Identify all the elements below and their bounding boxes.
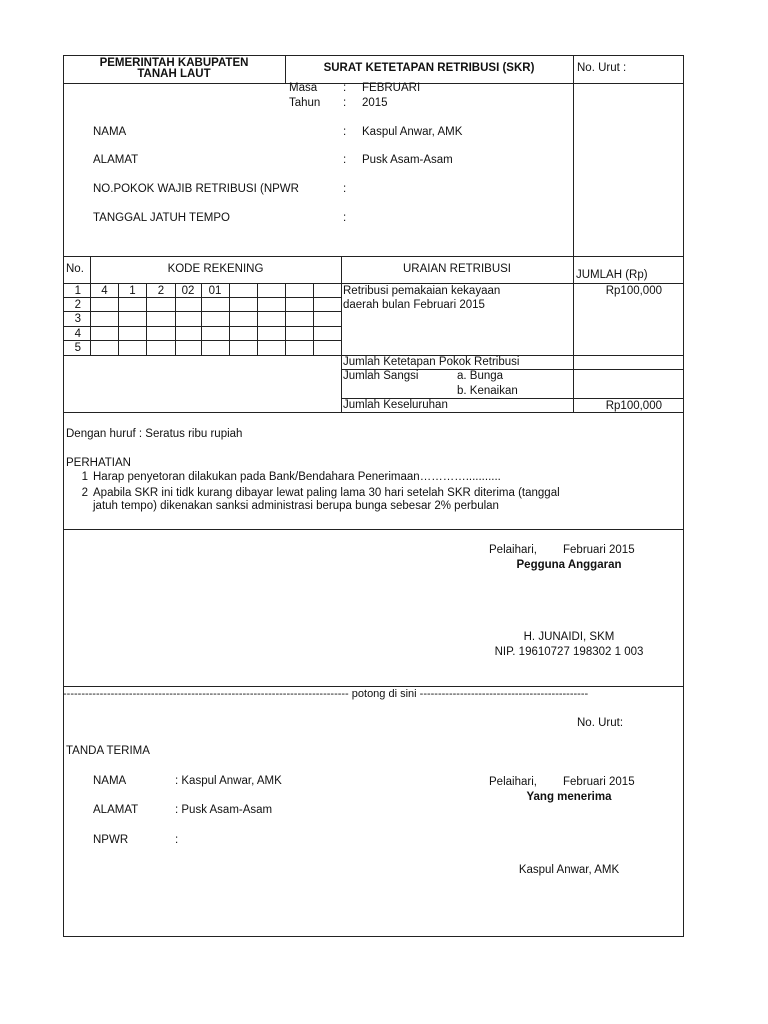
nama-colon: : [343, 126, 347, 138]
tahun-value: 2015 [362, 97, 388, 109]
uraian-line2: daerah bulan Februari 2015 [343, 299, 485, 311]
sangsi-label: Jumlah Sangsi [343, 370, 419, 382]
tahun-label: Tahun [289, 97, 321, 109]
signature-place: Pelaihari, [489, 544, 537, 556]
nama-value: Kaspul Anwar, AMK [362, 126, 463, 138]
note-item-2-line1: Apabila SKR ini tidk kurang dibayar lewat paling lama 30 hari setelah SKR diterima (tanggal [93, 487, 560, 499]
receipt-alamat-value: : Pusk Asam-Asam [175, 804, 273, 816]
receipt-nama-label: NAMA [93, 775, 127, 787]
signatory-nip: NIP. 19610727 198302 1 003 [494, 646, 644, 658]
alamat-colon: : [343, 154, 347, 166]
col-jumlah-header: JUMLAH (Rp) [576, 269, 648, 281]
npwr-label: NO.POKOK WAJIB RETRIBUSI (NPWR [93, 183, 299, 195]
masa-colon: : [343, 82, 347, 94]
row-number: 5 [74, 342, 81, 354]
kode-cell: 4 [101, 285, 108, 297]
table-top-line [63, 256, 684, 257]
perhatian-heading: PERHATIAN [66, 457, 131, 469]
receipt-title: TANDA TERIMA [66, 745, 150, 757]
amount-row1: Rp100,000 [605, 285, 662, 297]
kode-cell: 01 [208, 285, 222, 297]
alamat-label: ALAMAT [93, 154, 139, 166]
note-number: 2 [81, 487, 88, 499]
receipt-place: Pelaihari, [489, 776, 537, 788]
tempo-label: TANGGAL JATUH TEMPO [93, 212, 230, 224]
receipt-alamat-label: ALAMAT [93, 804, 139, 816]
total-label: Jumlah Keseluruhan [343, 399, 448, 411]
receipt-no-urut: No. Urut: [577, 717, 624, 729]
signature-bottom-line [63, 686, 684, 687]
masa-label: Masa [289, 82, 318, 94]
sangsi-kenaikan: b. Kenaikan [457, 385, 518, 397]
note-number: 1 [81, 471, 88, 483]
receipt-signer-name: Kaspul Anwar, AMK [518, 864, 620, 876]
tempo-colon: : [343, 212, 347, 224]
document-title: SURAT KETETAPAN RETRIBUSI (SKR) [323, 62, 535, 74]
table-bottom-line [63, 412, 684, 413]
sangsi-bunga: a. Bunga [457, 370, 504, 382]
right-column-divider [573, 55, 574, 412]
col-no-header: No. [66, 263, 84, 275]
row-number: 4 [74, 328, 81, 340]
kode-cell: 2 [157, 285, 165, 297]
row-number: 2 [74, 299, 81, 311]
nama-label: NAMA [93, 126, 127, 138]
total-amount: Rp100,000 [605, 400, 662, 412]
kode-cell: 1 [129, 285, 136, 297]
receipt-role: Yang menerima [526, 791, 612, 803]
kode-cell: 02 [181, 285, 195, 297]
row-number: 1 [74, 285, 81, 297]
col-uraian-header: URAIAN RETRIBUSI [403, 263, 511, 275]
tahun-colon: : [343, 97, 347, 109]
masa-value: FEBRUARI [362, 82, 421, 94]
note-item-1: Harap penyetoran dilakukan pada Bank/Bendahara Penerimaan…………........... [93, 471, 501, 483]
org-name-line1: PEMERINTAH KABUPATEN [99, 57, 249, 69]
uraian-line1: Retribusi pemakaian kekayaan [343, 285, 501, 297]
receipt-date: Februari 2015 [563, 776, 635, 788]
alamat-value: Pusk Asam-Asam [362, 154, 453, 166]
amount-in-words: Dengan huruf : Seratus ribu rupiah [66, 428, 243, 440]
receipt-npwr-label: NPWR [93, 834, 129, 846]
row-number: 3 [74, 313, 81, 325]
note-item-2-line2: jatuh tempo) dikenakan sanksi administrasi berupa bunga sebesar 2% perbulan [93, 500, 499, 512]
receipt-npwr-value: : [175, 834, 179, 846]
npwr-colon: : [343, 183, 347, 195]
org-name-line2: TANAH LAUT [137, 68, 211, 80]
signatory-name: H. JUNAIDI, SKM [523, 631, 615, 643]
receipt-nama-value: : Kaspul Anwar, AMK [175, 775, 282, 787]
signature-date: Februari 2015 [563, 544, 635, 556]
pokok-label: Jumlah Ketetapan Pokok Retribusi [343, 356, 520, 368]
no-urut-label: No. Urut : [577, 62, 627, 74]
notes-bottom-line [63, 529, 684, 530]
signature-role: Pegguna Anggaran [516, 559, 622, 571]
cut-line: ------------------------------------------------------------------------------ potong di sini ---------------------------------------------- [63, 688, 589, 700]
col-kode-header: KODE REKENING [167, 263, 264, 275]
